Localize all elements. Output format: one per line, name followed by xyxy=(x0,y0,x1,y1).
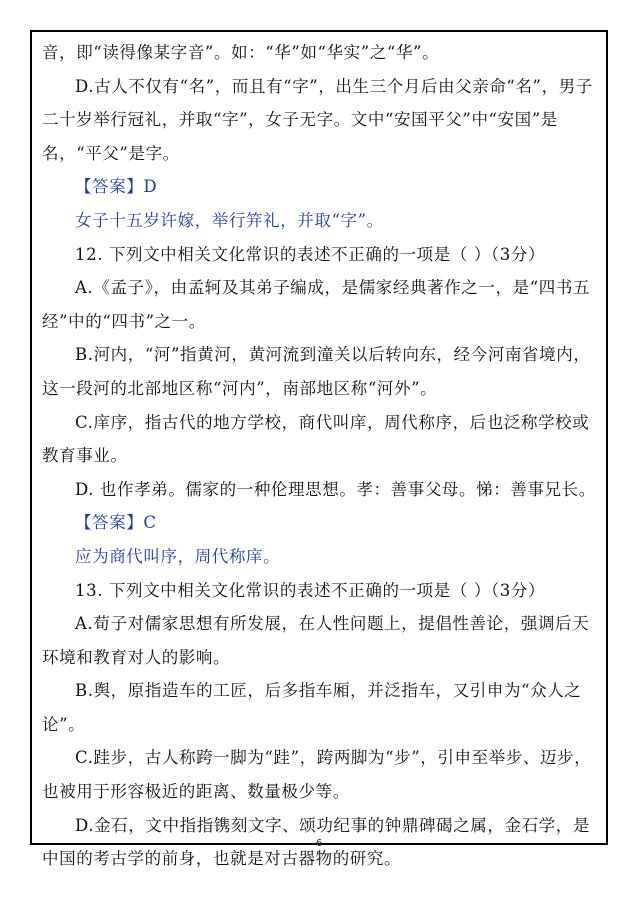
question-13-option-c: C.跬步，古人称跨一脚为“跬”，跨两脚为“步”，引申至举步、迈步，也被用于形容极近的距离、数量极少等。 xyxy=(42,748,592,802)
question-13-option-a: A.荀子对儒家思想有所发展，在人性问题上，提倡性善论，强调后天环境和教育对人的影响。 xyxy=(42,614,590,667)
answer-11 xyxy=(42,170,602,204)
question-12-option-c: C.庠序，指古代的地方学校，商代叫庠，周代称序，后也泛称学校或教育事业。 xyxy=(42,412,590,466)
answer-12-explanation: 应为商代叫序，周代称庠。 xyxy=(75,546,281,566)
answer-key: D xyxy=(143,177,158,197)
question-13-option-d: D.金石，文中指指镌刻文字、颂功纪事的钟鼎碑碣之属，金石学，是中国的考古学的前身，也就是对古器物的研究。 xyxy=(42,815,590,869)
continued-paragraph: 音，即“读得像某字音”。如：“华”如“华实”之“华”。 xyxy=(42,43,440,62)
answer-label: 【答案】 xyxy=(75,177,144,197)
answer-12 xyxy=(42,506,602,540)
document-body xyxy=(42,36,602,876)
question-12-option-d: D. 也作孝弟。儒家的一种伦理思想。孝：善事父母。悌：善事兄长。 xyxy=(75,479,596,499)
option-d-paragraph: D.古人不仅有“名”，而且有“字”，出生三个月后由父亲命“名”，男子二十岁举行冠礼，并取“字”，女子无字。文中“安国平父”中“安国”是名，“平父”是字。 xyxy=(42,76,593,163)
question-12-option-a: A.《孟子》，由孟轲及其弟子编成，是儒家经典著作之一，是“四书五经”中的“四书”之一。 xyxy=(42,278,591,331)
question-13: 13. 下列文中相关文化常识的表述不正确的一项是（ ）（3分） xyxy=(75,580,546,600)
question-12: 12. 下列文中相关文化常识的表述不正确的一项是（ ）（3分） xyxy=(75,244,546,264)
page-number: 6 xyxy=(316,838,323,849)
answer-11-explanation: 女子十五岁许嫁，举行笄礼，并取“字”。 xyxy=(75,210,384,230)
answer-label: 【答案】 xyxy=(75,513,144,533)
question-13-option-b: B.舆，原指造车的工匠，后多指车厢，并泛指车，又引申为“众人之论”。 xyxy=(42,681,582,734)
question-12-option-b: B.河内，“河”指黄河，黄河流到潼关以后转向东，经今河南省境内，这一段河的北部地区称“河内”，南部地区称“河外”。 xyxy=(42,345,591,398)
answer-key: C xyxy=(143,513,157,533)
